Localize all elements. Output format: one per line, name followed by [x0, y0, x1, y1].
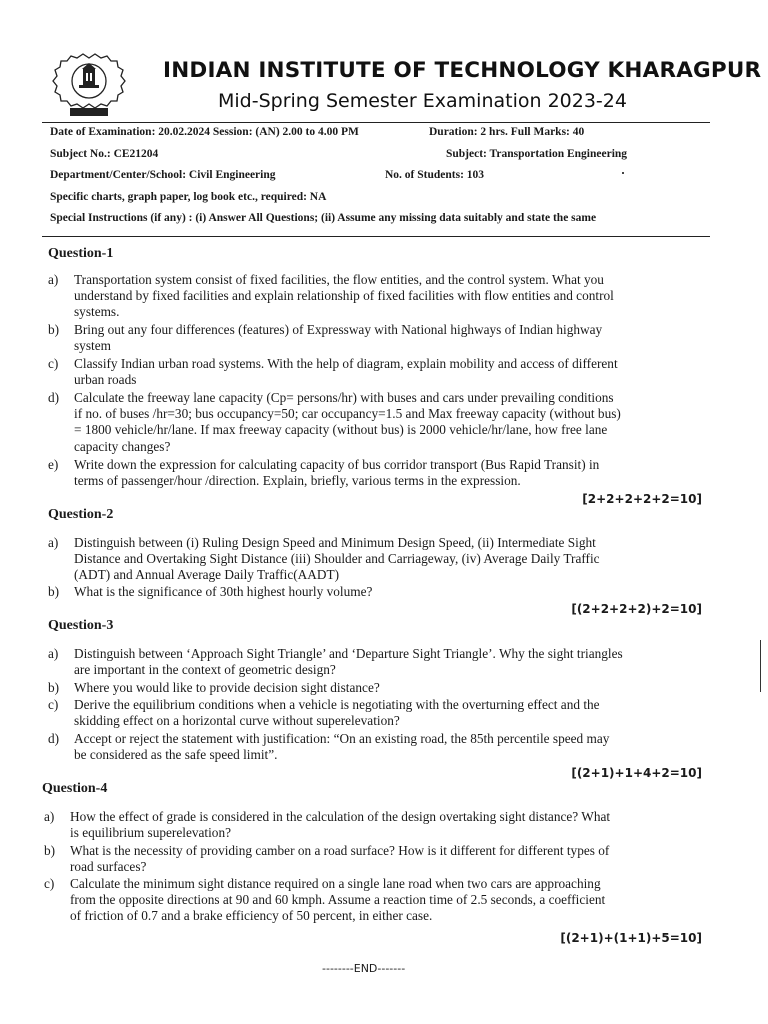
- duration-full-marks: Duration: 2 hrs. Full Marks: 40: [429, 126, 585, 138]
- item-label: b): [44, 843, 56, 858]
- item-label: b): [48, 680, 60, 695]
- item-line: Distinguish between ‘Approach Sight Triangle’ and ‘Departure Sight Triangle’. Why the sight triangles: [74, 646, 623, 661]
- question-1b: [48, 322, 708, 356]
- item-line: Accept or reject the statement with justification: “On an existing road, the 85th percentile speed may: [74, 731, 610, 746]
- question-4b: [44, 843, 704, 877]
- item-line: from the opposite directions at 90 and 60 kmph. Assume a reaction time of 2.5 seconds, a coefficient: [70, 892, 606, 908]
- item-line: Calculate the minimum sight distance required on a single lane road when two cars are approaching: [70, 876, 601, 891]
- item-line: Classify Indian urban road systems. With the help of diagram, explain mobility and access of different: [74, 356, 618, 371]
- question-1c: [48, 356, 708, 390]
- header-bottom-rule: [42, 236, 710, 237]
- subject-number: Subject No.: CE21204: [50, 148, 159, 160]
- item-line: skidding effect on a horizontal curve without superelevation?: [74, 713, 400, 729]
- special-instructions: Special Instructions (if any) : (i) Answer All Questions; (ii) Assume any missing data suitably and state the same: [50, 212, 597, 224]
- scan-dot: [622, 172, 624, 174]
- item-text: [74, 457, 708, 489]
- item-text: [70, 843, 704, 875]
- item-line: = 1800 vehicle/hr/lane. If max freeway capacity (without bus) is 2000 vehicle/hr/lane, how free lane: [74, 422, 608, 438]
- item-text: [74, 646, 708, 678]
- item-text: [74, 356, 708, 388]
- item-text: [74, 272, 708, 321]
- item-line: terms of passenger/hour /direction. Explain, briefly, various terms in the expression.: [74, 473, 521, 489]
- item-line: system: [74, 338, 111, 354]
- item-label: c): [48, 697, 59, 712]
- item-label: c): [44, 876, 55, 891]
- item-line: systems.: [74, 304, 120, 320]
- question-4-marks: [(2+1)+(1+1)+5=10]: [560, 931, 702, 945]
- item-line: is equilibrium superelevation?: [70, 825, 231, 841]
- item-label: b): [48, 584, 60, 599]
- exam-date-session: Date of Examination: 20.02.2024 Session: (AN) 2.00 to 4.00 PM: [50, 126, 359, 138]
- item-label: e): [48, 457, 59, 472]
- question-1a: [48, 272, 708, 322]
- item-line: Calculate the freeway lane capacity (Cp= persons/hr) with buses and cars under prevailing conditions: [74, 390, 614, 405]
- question-1-title: Question-1: [48, 246, 114, 261]
- item-label: b): [48, 322, 60, 337]
- question-4-title: Question-4: [42, 781, 108, 796]
- question-3c: [48, 697, 708, 731]
- item-text: [74, 322, 708, 354]
- item-text: [74, 697, 708, 729]
- number-of-students: No. of Students: 103: [385, 169, 485, 181]
- institute-name: INDIAN INSTITUTE OF TECHNOLOGY KHARAGPUR: [163, 58, 762, 83]
- item-label: a): [44, 809, 55, 824]
- question-3a: [48, 646, 708, 680]
- iit-kharagpur-logo: [50, 52, 128, 118]
- question-3-marks: [(2+1)+1+4+2=10]: [571, 766, 702, 780]
- item-line: Distinguish between (i) Ruling Design Speed and Minimum Design Speed, (ii) Intermediate Sight: [74, 535, 596, 550]
- item-text: [70, 876, 704, 925]
- item-label: a): [48, 646, 59, 661]
- item-line: Bring out any four differences (features) of Expressway with National highways of Indian highway: [74, 322, 603, 337]
- question-1d: [48, 390, 708, 456]
- end-marker: --------END-------: [322, 962, 406, 975]
- item-line: road surfaces?: [70, 859, 147, 875]
- question-2-title: Question-2: [48, 507, 114, 522]
- question-2a: [48, 535, 708, 585]
- item-label: c): [48, 356, 59, 371]
- department: Department/Center/School: Civil Engineering: [50, 169, 276, 181]
- item-text: [74, 584, 708, 600]
- item-label: d): [48, 731, 60, 746]
- scan-edge-mark: [760, 640, 761, 692]
- question-2-marks: [(2+2+2+2)+2=10]: [571, 602, 702, 616]
- item-line: Transportation system consist of fixed facilities, the flow entities, and the control system. What you: [74, 272, 604, 287]
- question-3b: [48, 680, 708, 697]
- item-line: are important in the context of geometric design?: [74, 662, 336, 678]
- item-line: urban roads: [74, 372, 137, 388]
- subject-name: Subject: Transportation Engineering: [446, 148, 628, 160]
- item-line: understand by fixed facilities and explain relationship of fixed facilities with flow entities and control: [74, 288, 614, 304]
- item-label: a): [48, 535, 59, 550]
- item-text: [74, 680, 708, 696]
- item-line: What is the significance of 30th highest hourly volume?: [74, 584, 373, 599]
- item-text: [74, 390, 708, 455]
- item-line: (ADT) and Annual Average Daily Traffic(AADT): [74, 567, 340, 583]
- question-1-marks: [2+2+2+2+2=10]: [582, 492, 702, 506]
- question-2b: [48, 584, 708, 601]
- item-line: capacity changes?: [74, 438, 171, 454]
- header-top-rule: [42, 122, 710, 123]
- required-materials: Specific charts, graph paper, log book etc., required: NA: [50, 191, 327, 203]
- item-line: Derive the equilibrium conditions when a vehicle is negotiating with the overturning effect and the: [74, 697, 600, 712]
- item-line: of friction of 0.7 and a brake efficiency of 50 percent, in either case.: [70, 908, 433, 924]
- item-label: d): [48, 390, 60, 405]
- question-1e: [48, 457, 708, 491]
- question-3d: [48, 731, 708, 765]
- question-3-title: Question-3: [48, 618, 114, 633]
- item-line: How the effect of grade is considered in the calculation of the design overtaking sight distance? What: [70, 809, 611, 824]
- question-4c: [44, 876, 704, 926]
- item-text: [70, 809, 704, 841]
- item-text: [74, 731, 708, 763]
- item-line: Distance and Overtaking Sight Distance (iii) Shoulder and Carriageway, (iv) Average Daily Traffic: [74, 551, 600, 567]
- item-line: What is the necessity of providing camber on a road surface? How is it different for different types of: [70, 843, 610, 858]
- item-line: be considered as the safe speed limit”.: [74, 747, 278, 763]
- item-line: if no. of buses /hr=30; bus occupancy=50; car occupancy=1.5 and Max freeway capacity (without bus): [74, 406, 621, 422]
- item-line: Where you would like to provide decision sight distance?: [74, 680, 380, 695]
- item-line: Write down the expression for calculating capacity of bus corridor transport (Bus Rapid Transit) in: [74, 457, 600, 472]
- item-text: [74, 535, 708, 584]
- item-label: a): [48, 272, 59, 287]
- question-4a: [44, 809, 704, 843]
- exam-title: Mid-Spring Semester Examination 2023-24: [218, 90, 627, 112]
